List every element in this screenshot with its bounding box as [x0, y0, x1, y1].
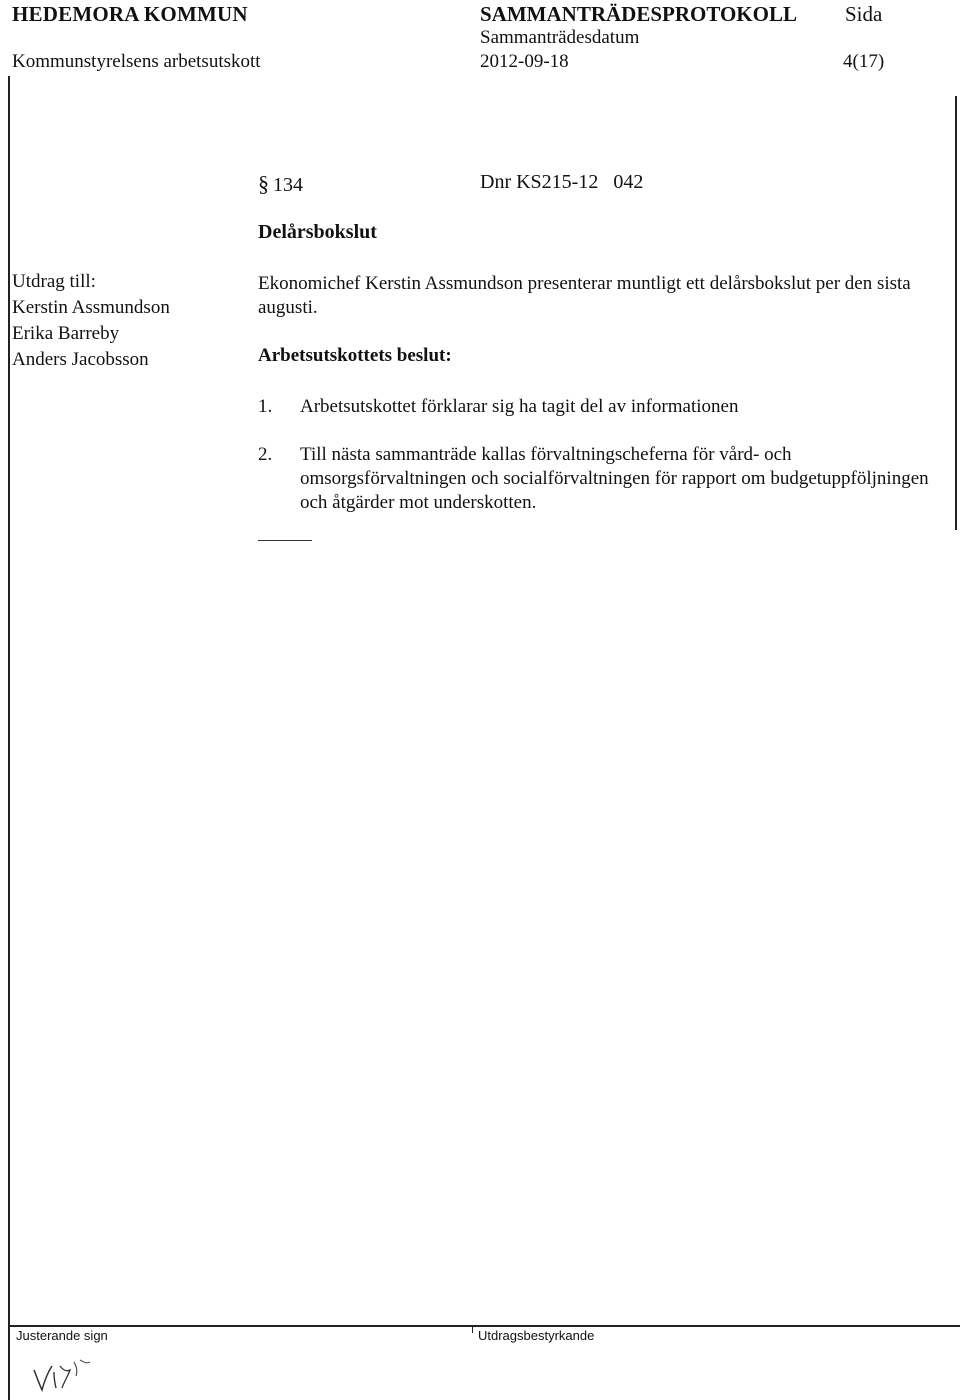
end-rule: [258, 540, 312, 541]
footer-rule: [8, 1325, 960, 1327]
left-margin-line: [8, 76, 10, 1400]
organization-name: HEDEMORA KOMMUN: [12, 2, 248, 26]
handwritten-signature: [30, 1352, 100, 1394]
meeting-date-label: Sammanträdesdatum: [480, 27, 640, 48]
decision-item: [258, 395, 948, 419]
body-text: Ekonomichef Kerstin Assmundson presenterar muntligt ett delårsbokslut per den sista augusti.: [258, 273, 911, 318]
paragraph-number: [258, 171, 303, 197]
decision-text: Till nästa sammanträde kallas förvaltningscheferna för vård- och omsorgsförvaltningen och socialförvaltningen för rapport om budgetuppföljningen och åtgärder mot underskotten.: [300, 444, 929, 513]
certification-field-label: Utdragsbestyrkande: [478, 1328, 595, 1343]
decision-item: [258, 443, 948, 515]
decision-number: 1.: [258, 396, 273, 417]
extract-recipients: [12, 269, 242, 373]
decision-heading: Arbetsutskottets beslut:: [258, 345, 452, 366]
paragraph-title: Delårsbokslut: [258, 221, 377, 243]
recipient: Anders Jacobsson: [12, 349, 149, 370]
decision-text: Arbetsutskottet förklarar sig ha tagit del av informationen: [300, 396, 739, 417]
right-margin-line: [955, 96, 957, 530]
document-type: SAMMANTRÄDESPROTOKOLL: [480, 2, 797, 26]
section-symbol: §: [258, 171, 269, 196]
case-number: Dnr KS215-12 042: [480, 171, 644, 193]
committee-name: Kommunstyrelsens arbetsutskott: [12, 51, 261, 72]
page-label: Sida: [845, 2, 883, 26]
page-number: 4(17): [843, 51, 885, 72]
signature-field-label: Justerande sign: [16, 1328, 108, 1343]
recipient: Erika Barreby: [12, 323, 120, 344]
paragraph-number-value: 134: [273, 174, 303, 196]
extract-label: Utdrag till:: [12, 271, 96, 292]
footer-divider: [472, 1325, 473, 1333]
meeting-date: 2012-09-18: [480, 51, 569, 72]
recipient: Kerstin Assmundson: [12, 297, 170, 318]
decision-number: 2.: [258, 444, 273, 465]
